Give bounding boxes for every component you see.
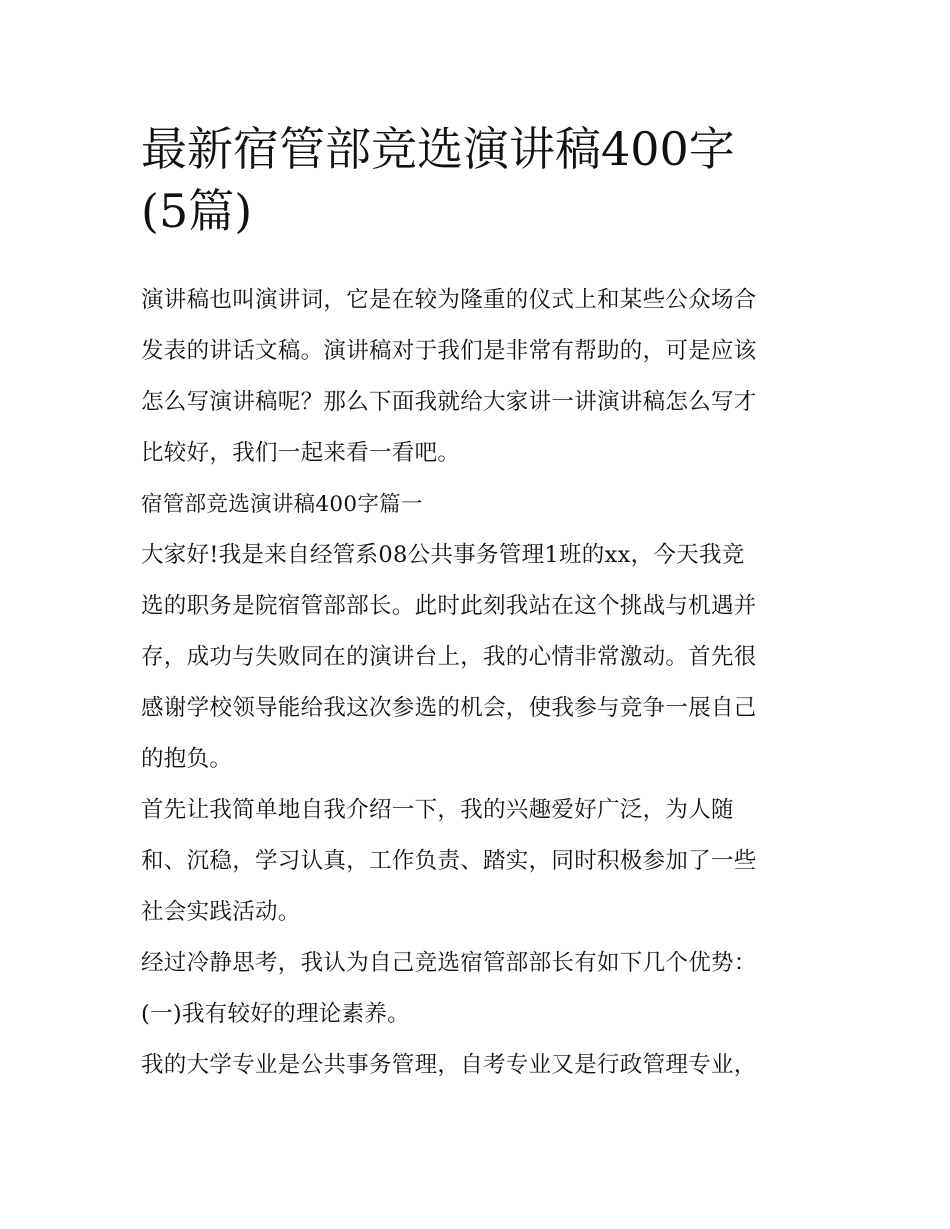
section-heading: 宿管部竞选演讲稿400字篇一	[141, 492, 423, 517]
paragraph-line: 社会实践活动。	[141, 899, 301, 925]
paragraph-line: 发表的讲话文稿。演讲稿对于我们是非常有帮助的，可是应该	[141, 338, 757, 364]
paragraph-line: 大家好!我是来自经管系08公共事务管理1班的xx，今天我竞	[141, 542, 745, 568]
document-title	[141, 118, 813, 242]
paragraph-line: 感谢学校领导能给我这次参选的机会，使我参与竞争一展自己	[141, 695, 757, 721]
paragraph-line: 经过冷静思考，我认为自己竞选宿管部部长有如下几个优势：	[141, 950, 757, 976]
paragraph-line: 存，成功与失败同在的演讲台上，我的心情非常激动。首先很	[141, 644, 757, 670]
title-line: 最新宿管部竞选演讲稿400字	[141, 122, 735, 176]
title-line: (5篇)	[141, 184, 253, 238]
paragraph-line: 比较好，我们一起来看一看吧。	[141, 440, 461, 466]
paragraph-line: (一)我有较好的理论素养。	[141, 1001, 410, 1027]
document-body	[141, 282, 813, 1098]
paragraph-line: 选的职务是院宿管部部长。此时此刻我站在这个挑战与机遇并	[141, 593, 757, 619]
paragraph-line: 我的大学专业是公共事务管理，自考专业又是行政管理专业，	[141, 1052, 757, 1078]
paragraph-line: 的抱负。	[141, 746, 233, 772]
paragraph-line: 和、沉稳，学习认真，工作负责、踏实，同时积极参加了一些	[141, 848, 757, 874]
paragraph-line: 演讲稿也叫演讲词，它是在较为隆重的仪式上和某些公众场合	[141, 287, 757, 313]
paragraph-line: 怎么写演讲稿呢？那么下面我就给大家讲一讲演讲稿怎么写才	[141, 389, 757, 415]
paragraph-line: 首先让我简单地自我介绍一下，我的兴趣爱好广泛，为人随	[141, 797, 734, 823]
